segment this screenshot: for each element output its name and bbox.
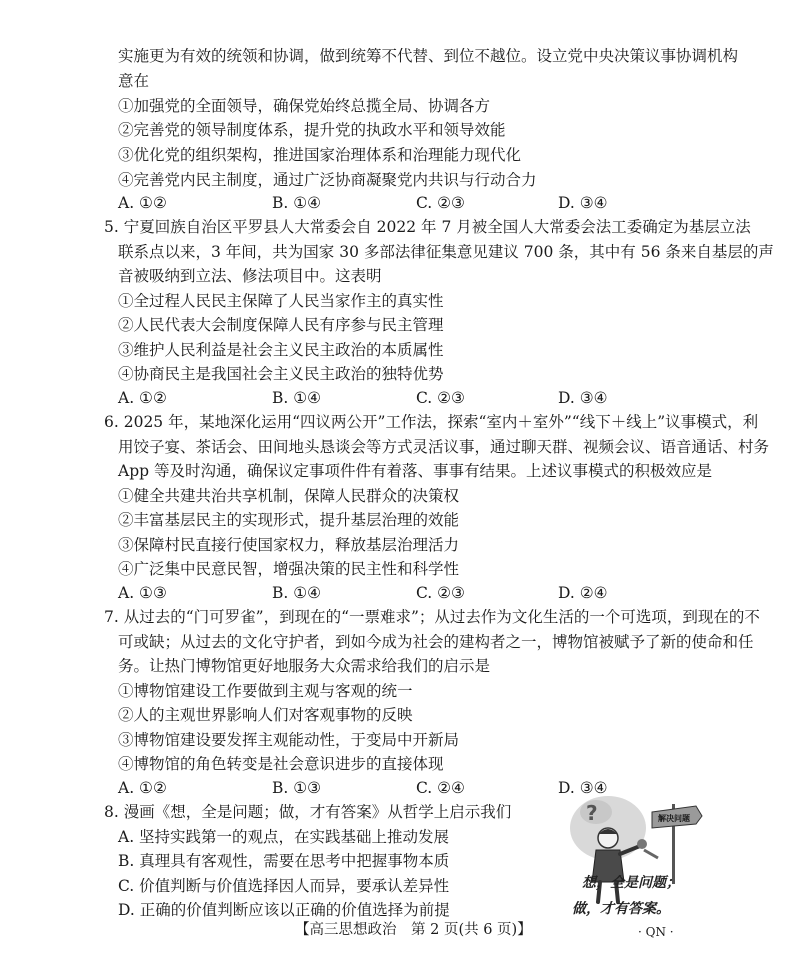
sign-text: 解决问题 — [658, 814, 690, 823]
q5-stem-line-2: 联系点以来，3 年间，共为国家 30 多部法律征集意见建议 700 条，其中有 56 条来自基层的声 — [118, 243, 774, 261]
q5-choice-c: C. ②③ — [416, 389, 465, 407]
q4-option-4: ④完善党内民主制度，通过广泛协商凝聚党内共识与行动合力 — [118, 171, 537, 189]
q5-option-1: ①全过程人民民主保障了人民当家作主的真实性 — [118, 292, 444, 310]
q7-option-4: ④博物馆的角色转变是社会意识进步的直接体现 — [118, 755, 444, 773]
q6-stem-line-1: 6. 2025 年，某地深化运用“四议两公开”工作法，探索“室内＋室外”“线下＋线上”议事模式，利 — [104, 413, 759, 431]
cartoon-caption-line-2: 做，才有答案。 — [572, 901, 670, 917]
q6-option-4: ④广泛集中民意民智，增强决策的民主性和科学性 — [118, 560, 460, 578]
q5-option-4: ④协商民主是我国社会主义民主政治的独特优势 — [118, 365, 444, 383]
q5-option-2: ②人民代表大会制度保障人民有序参与民主管理 — [118, 316, 444, 334]
q4-option-2: ②完善党的领导制度体系，提升党的执政水平和领导效能 — [118, 121, 506, 139]
q6-option-1: ①健全共建共治共享机制，保障人民群众的决策权 — [118, 487, 460, 505]
q7-option-3: ③博物馆建设要发挥主观能动性，于变局中开新局 — [118, 731, 460, 749]
q6-stem-line-3: App 等及时沟通，确保议定事项件件有着落、事事有结果。上述议事模式的积极效应是 — [118, 462, 712, 480]
q7-choice-c: C. ②④ — [416, 779, 465, 797]
cartoon-illustration — [568, 790, 716, 932]
q4-choices — [118, 193, 718, 213]
q7-choice-b: B. ①③ — [272, 779, 322, 797]
q5-choices — [118, 388, 718, 408]
q6-option-3: ③保障村民直接行使国家权力，释放基层治理活力 — [118, 536, 460, 554]
q7-option-1: ①博物馆建设工作要做到主观与客观的统一 — [118, 682, 413, 700]
q8-option-b: B. 真理具有客观性，需要在思考中把握事物本质 — [118, 852, 450, 870]
q5-choice-b: B. ①④ — [272, 389, 322, 407]
q8-stem-line-1: 8. 漫画《想，全是问题；做，才有答案》从哲学上启示我们 — [104, 803, 512, 821]
q7-choice-d: D. ③④ — [558, 779, 608, 797]
q7-option-2: ②人的主观世界影响人们对客观事物的反映 — [118, 706, 413, 724]
q5-choice-d: D. ③④ — [558, 389, 608, 407]
cartoon-caption-line-1: 想，全是问题； — [582, 875, 680, 891]
q6-choice-d: D. ②④ — [558, 584, 608, 602]
q6-choices — [118, 583, 718, 603]
q7-choice-a: A. ①② — [118, 779, 167, 797]
q4-choice-b: B. ①④ — [272, 194, 322, 212]
q4-stem-line-1: 实施更为有效的统领和协调，做到统筹不代替、到位不越位。设立党中央决策议事协调机构 — [118, 47, 739, 65]
q6-choice-c: C. ②③ — [416, 584, 465, 602]
q8-option-c: C. 价值判断与价值选择因人而异，要承认差异性 — [118, 877, 450, 895]
q7-stem-line-2: 可或缺；从过去的文化守护者，到如今成为社会的建构者之一，博物馆被赋予了新的使命和任 — [118, 633, 754, 651]
q4-choice-c: C. ②③ — [416, 194, 465, 212]
q5-stem-line-1: 5. 宁夏回族自治区平罗县人大常委会自 2022 年 7 月被全国人大常委会法工委确定为基层立法 — [104, 218, 751, 236]
q5-choice-a: A. ①② — [118, 389, 167, 407]
q4-option-1: ①加强党的全面领导，确保党始终总揽全局、协调各方 — [118, 97, 491, 115]
q8-option-a: A. 坚持实践第一的观点，在实践基础上推动发展 — [118, 828, 450, 846]
svg-text:?: ? — [586, 801, 598, 825]
q6-choice-b: B. ①④ — [272, 584, 322, 602]
q7-stem-line-3: 务。让热门博物馆更好地服务大众需求给我们的启示是 — [118, 657, 491, 675]
q5-stem-line-3: 音被吸纳到立法、修法项目中。这表明 — [118, 267, 382, 285]
q8-option-d: D. 正确的价值判断应该以正确的价值选择为前提 — [118, 901, 450, 919]
q4-option-3: ③优化党的组织架构，推进国家治理体系和治理能力现代化 — [118, 146, 522, 164]
q6-option-2: ②丰富基层民主的实现形式，提升基层治理的效能 — [118, 511, 460, 529]
q4-stem-line-2: 意在 — [118, 72, 150, 90]
footer-code: · QN · — [638, 925, 674, 939]
q4-choice-a: A. ①② — [118, 194, 167, 212]
q4-choice-d: D. ③④ — [558, 194, 608, 212]
page-footer: 【高三思想政治 第 2 页(共 6 页)】 — [295, 922, 532, 938]
q5-option-3: ③维护人民利益是社会主义民主政治的本质属性 — [118, 341, 444, 359]
q7-stem-line-1: 7. 从过去的“门可罗雀”，到现在的“一票难求”；从过去作为文化生活的一个可选项，到现在的不 — [104, 608, 760, 626]
q6-stem-line-2: 用饺子宴、茶话会、田间地头恳谈会等方式灵活议事，通过聊天群、视频会议、语音通话、村务 — [118, 438, 770, 456]
q6-choice-a: A. ①③ — [118, 584, 167, 602]
